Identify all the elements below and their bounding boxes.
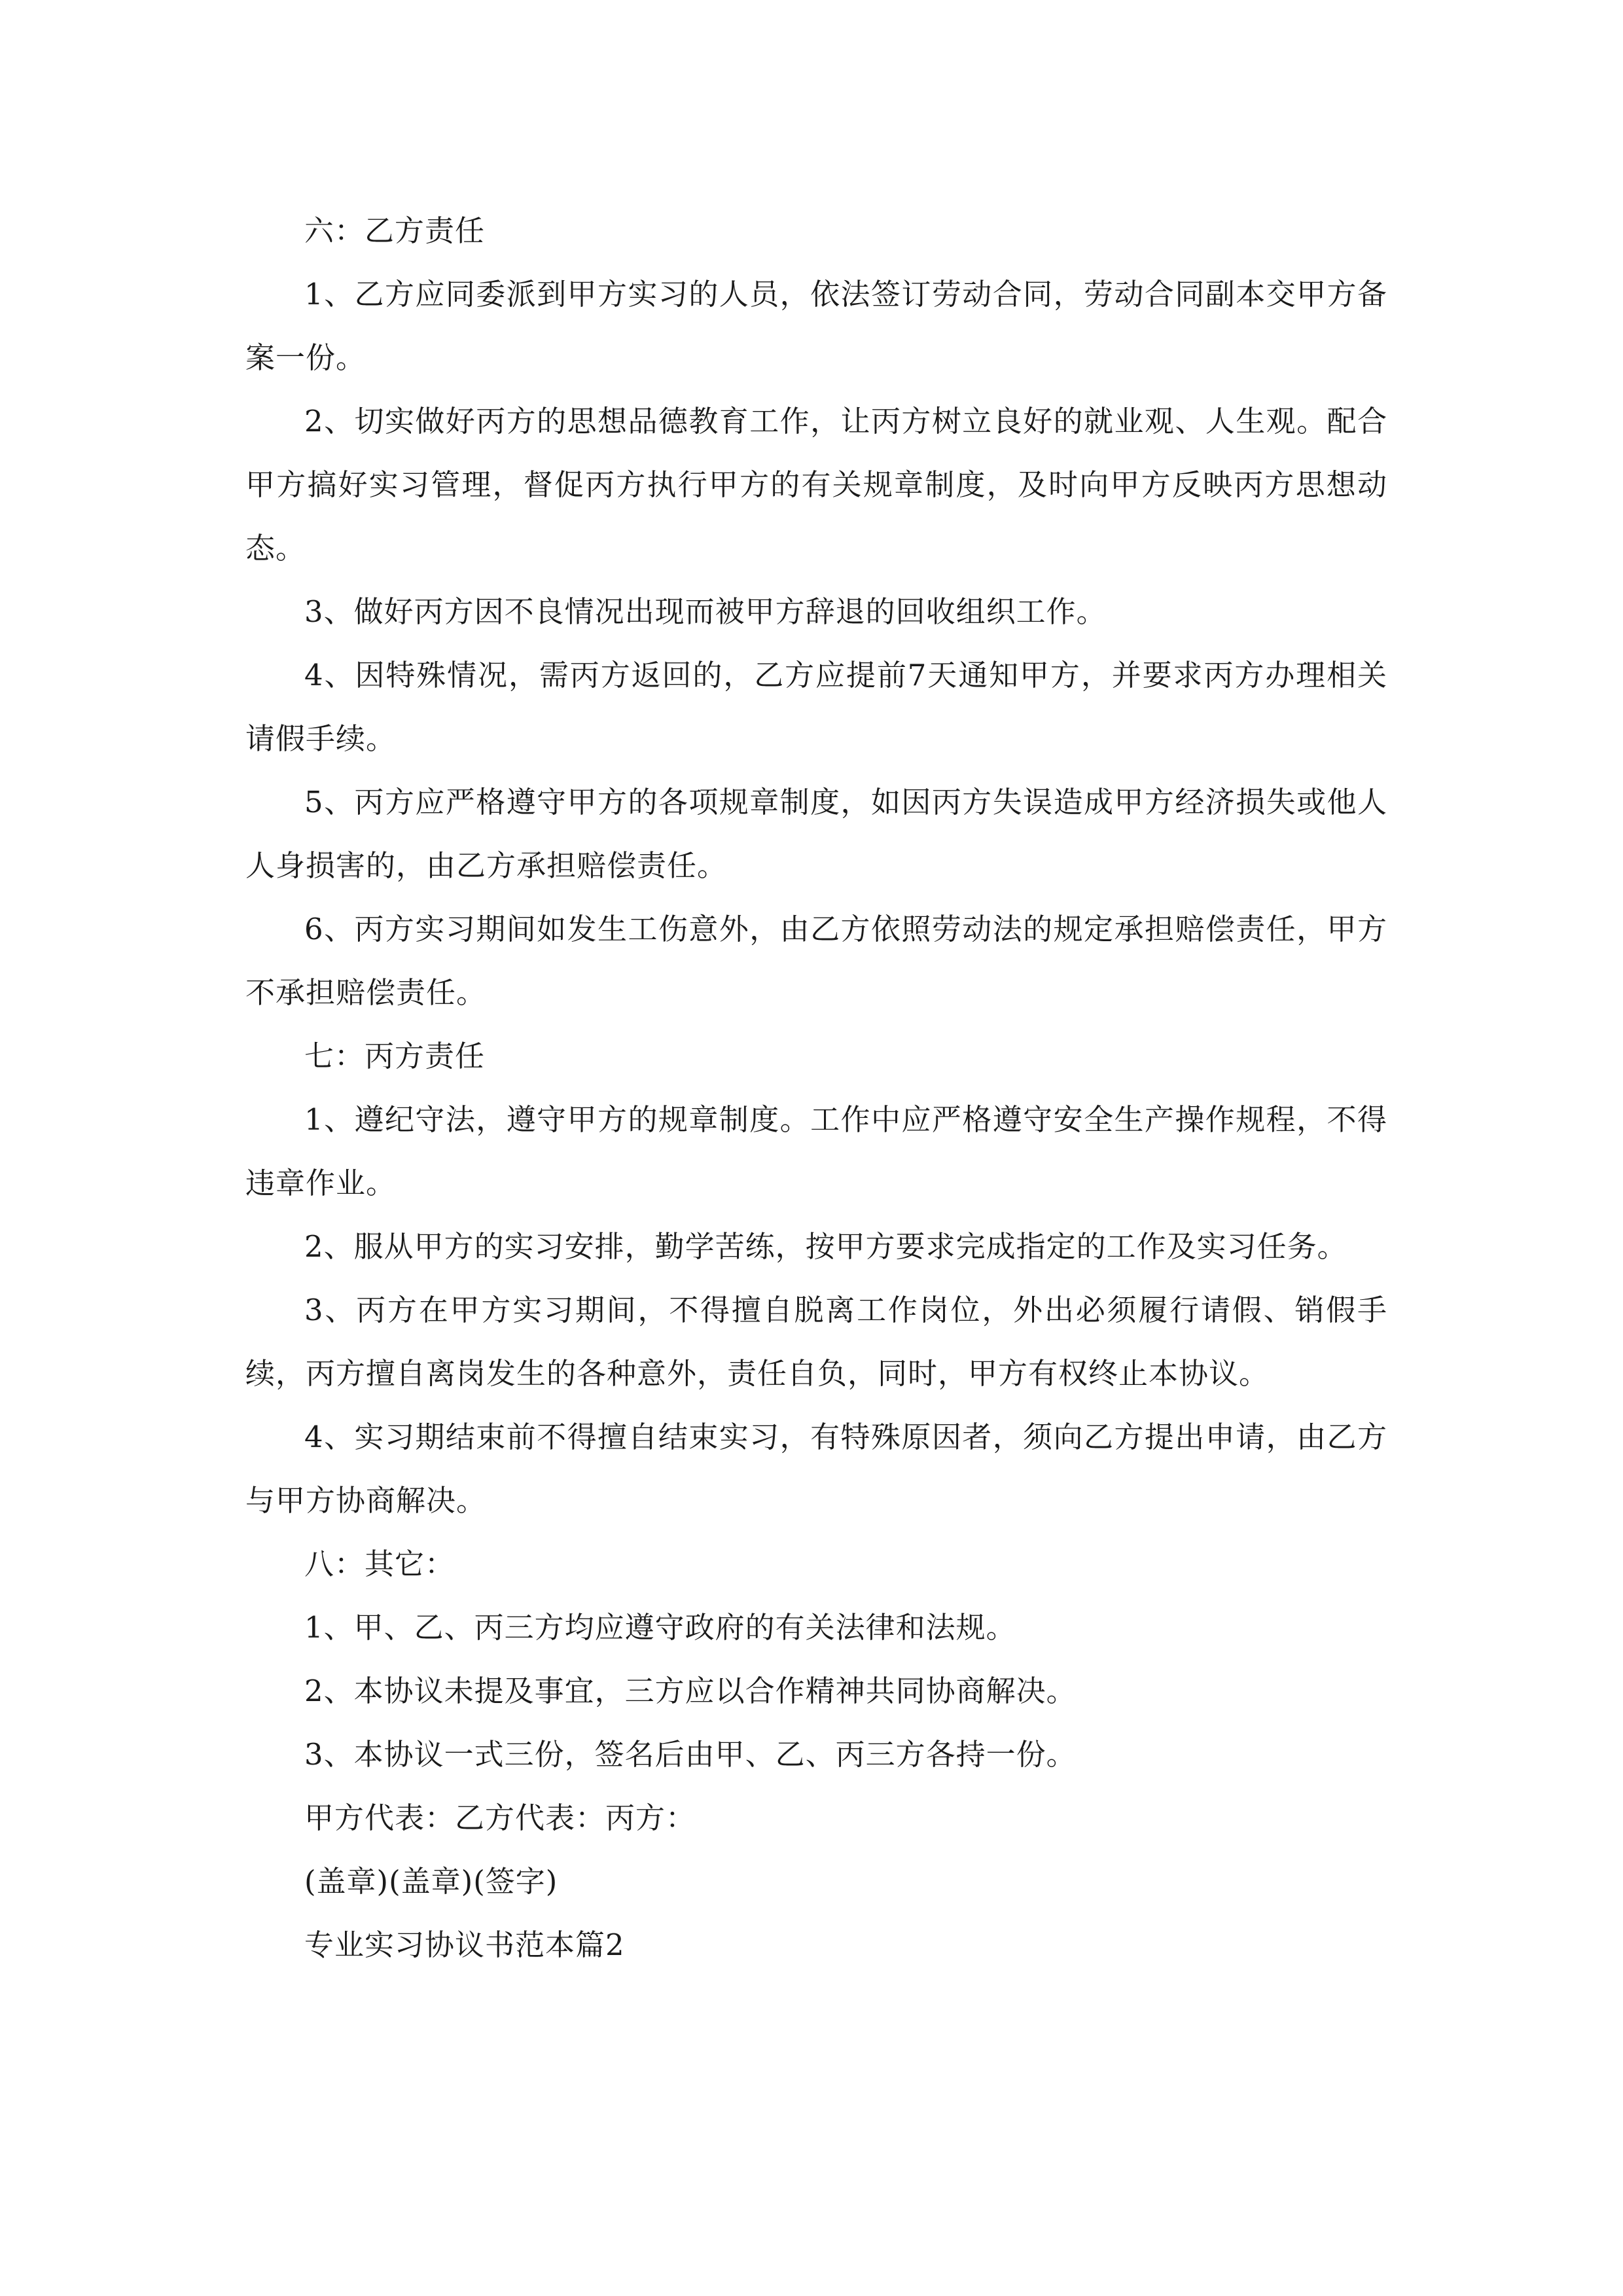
section-7-item-4: 4、实习期结束前不得擅自结束实习，有特殊原因者，须向乙方提出申请，由乙方与甲方协商解决。 <box>245 1420 1387 1518</box>
section-7-item-1: 1、遵纪守法，遵守甲方的规章制度。工作中应严格遵守安全生产操作规程，不得违章作业。 <box>245 1102 1387 1200</box>
section-8-title: 八：其它： <box>304 1547 455 1581</box>
section-7-title: 七：丙方责任 <box>304 1039 486 1073</box>
section-8-item-2: 2、本协议未提及事宜，三方应以合作精神共同协商解决。 <box>304 1674 1077 1708</box>
section-6-item-5: 5、丙方应严格遵守甲方的各项规章制度，如因丙方失误造成甲方经济损失或他人人身损害的，由乙方承担赔偿责任。 <box>245 785 1387 883</box>
section-6-item-1: 1、乙方应同委派到甲方实习的人员，依法签订劳动合同，劳动合同副本交甲方备案一份。 <box>245 277 1387 375</box>
signature-line: 甲方代表：乙方代表：丙方： <box>304 1801 696 1835</box>
section-6-item-2: 2、切实做好丙方的思想品德教育工作，让丙方树立良好的就业观、人生观。配合甲方搞好实习管理，督促丙方执行甲方的有关规章制度，及时向甲方反映丙方思想动态。 <box>245 404 1387 565</box>
section-8-item-3: 3、本协议一式三份，签名后由甲、乙、丙三方各持一份。 <box>304 1737 1077 1772</box>
section-6-title: 六：乙方责任 <box>304 213 486 248</box>
section-7-item-2: 2、服从甲方的实习安排，勤学苦练，按甲方要求完成指定的工作及实习任务。 <box>304 1229 1347 1264</box>
section-8-item-1: 1、甲、乙、丙三方均应遵守政府的有关法律和法规。 <box>304 1610 1016 1645</box>
document-body <box>245 199 1387 1977</box>
section-6-item-6: 6、丙方实习期间如发生工伤意外，由乙方依照劳动法的规定承担赔偿责任，甲方不承担赔偿责任。 <box>245 912 1387 1010</box>
section-6-item-3: 3、做好丙方因不良情况出现而被甲方辞退的回收组织工作。 <box>304 594 1107 629</box>
seal-line: (盖章)(盖章)(签字) <box>304 1864 558 1899</box>
section-7-item-3: 3、丙方在甲方实习期间，不得擅自脱离工作岗位，外出必须履行请假、销假手续，丙方擅自离岗发生的各种意外，责任自负，同时，甲方有权终止本协议。 <box>245 1293 1387 1391</box>
next-document-title: 专业实习协议书范本篇2 <box>304 1928 625 1962</box>
section-6-item-4: 4、因特殊情况，需丙方返回的，乙方应提前7天通知甲方，并要求丙方办理相关请假手续。 <box>245 658 1387 756</box>
